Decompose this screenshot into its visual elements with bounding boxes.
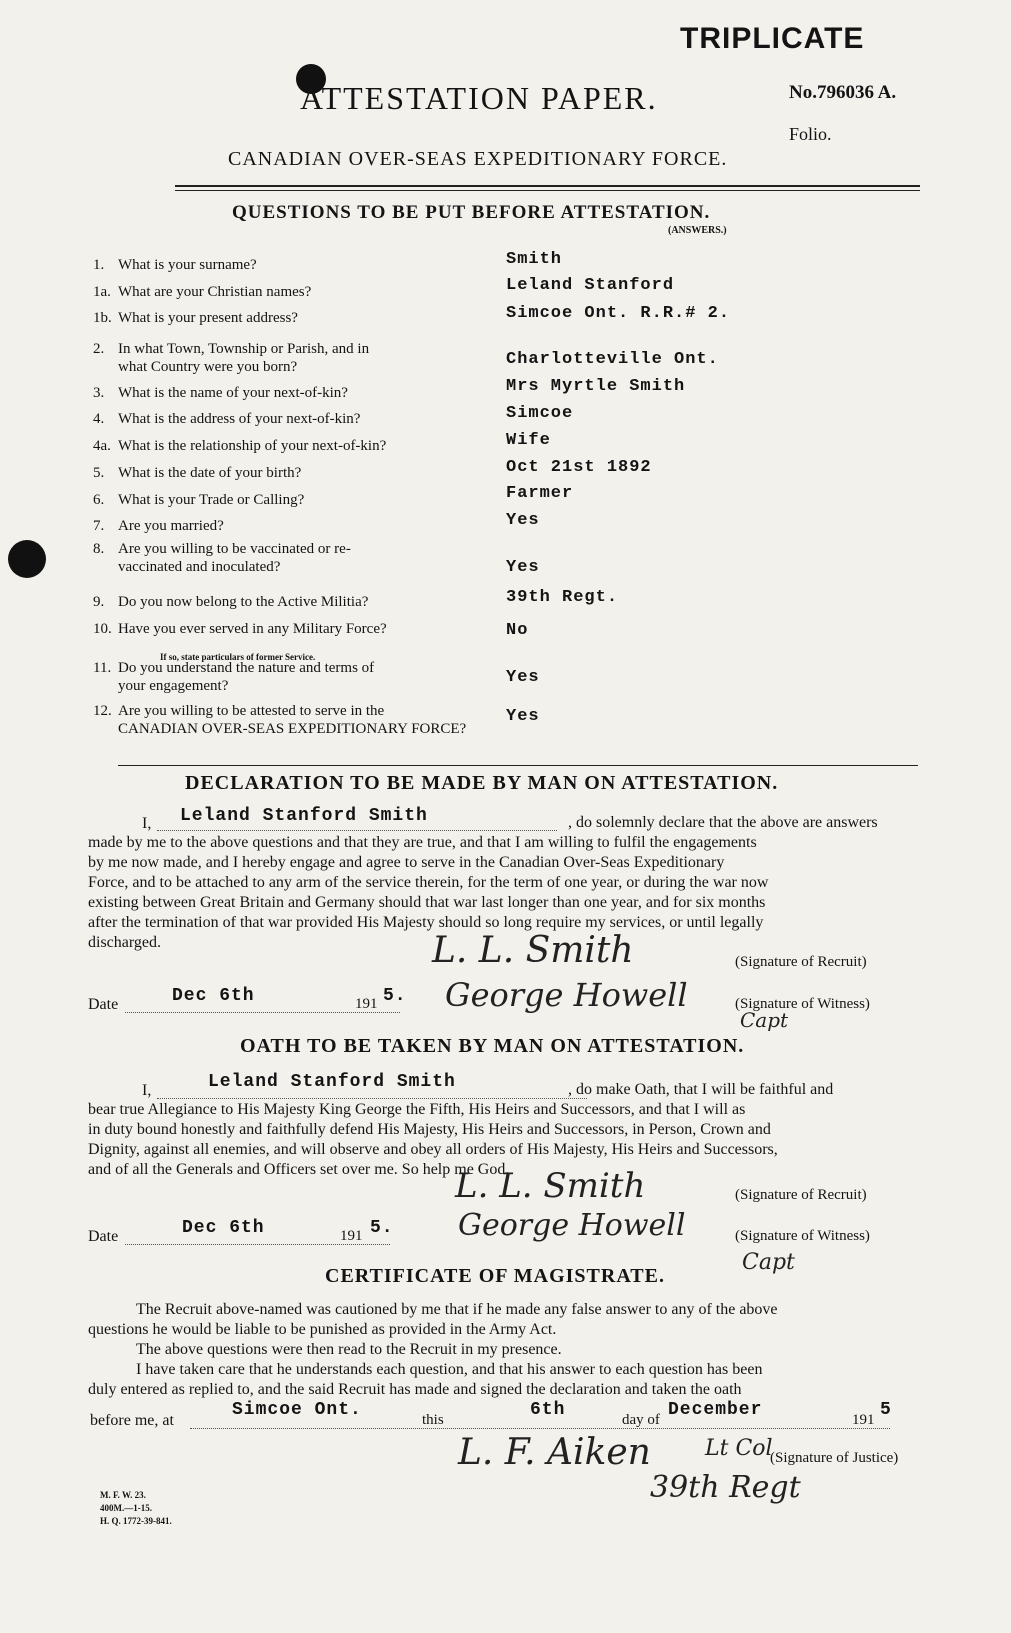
declaration-witness-note: Capt [740,1008,789,1032]
justice-signature: L. F. Aiken [458,1432,651,1473]
question-number: 1a. [93,284,111,300]
text-line: , do make Oath, that I will be faithful and [568,1081,834,1098]
answer-value: Simcoe Ont. R.R.# 2. [506,304,731,323]
declaration-prefix: I, [142,815,152,832]
before-me-label: before me, at [90,1412,174,1429]
justice-note: Lt Col [705,1436,773,1461]
question-number: 11. [93,660,112,676]
declaration-witness-signature: George Howell [445,976,688,1014]
question-text: In what Town, Township or Parish, and in [118,341,370,357]
question-text: Are you willing to be attested to serve in the [118,703,385,719]
question-number: 3. [93,385,105,401]
oath-recruit-label: (Signature of Recruit) [735,1187,867,1203]
declaration-year-prefix: 191 [355,996,378,1012]
question-text: Are you willing to be vaccinated or re- [118,541,351,557]
answer-value: Oct 21st 1892 [506,458,652,477]
justice-label: (Signature of Justice) [770,1450,899,1466]
header-rule-2 [175,190,920,191]
answer-value: Smith [506,250,563,269]
question-number: 7. [93,518,105,534]
declaration-year-digit: 5. [383,986,407,1006]
questions-end-rule [118,765,918,766]
text-line: discharged. [88,934,162,951]
regiment-note: 39th Regt [650,1470,801,1505]
magistrate-year-digit: 5 [880,1400,892,1420]
question-text: What is the address of your next-of-kin? [118,411,361,427]
document-number: No.796036 A. [789,82,897,103]
question-text: Are you married? [118,518,224,534]
declaration-date-value: Dec 6th [172,986,255,1006]
oath-date-line [125,1244,390,1245]
answer-value: Yes [506,668,540,687]
question-number: 4a. [93,438,111,454]
oath-heading: OATH TO BE TAKEN BY MAN ON ATTESTATION. [240,1035,745,1057]
question-number: 1. [93,257,105,273]
oath-text [88,1080,913,1180]
text-line: bear true Allegiance to His Majesty King George the Fifth, His Heirs and Successors, and that I will as [88,1101,746,1118]
answer-value: Mrs Myrtle Smith [506,377,686,396]
magistrate-year-prefix: 191 [852,1412,875,1428]
question-text: Do you understand the nature and terms of [118,660,375,676]
magistrate-day: 6th [530,1400,566,1420]
question-number: 6. [93,492,105,508]
day-of-label: day of [622,1412,660,1428]
oath-date-label: Date [88,1228,119,1245]
question-number: 9. [93,594,105,610]
question-number: 2. [93,341,105,357]
answer-value: Farmer [506,484,574,503]
answer-value: No [506,621,529,640]
oath-year-prefix: 191 [340,1228,363,1244]
answer-value: Yes [506,558,540,577]
text-line: by me now made, and I hereby engage and agree to serve in the Canadian Over-Seas Expeditionary [88,854,725,871]
text-line: The above questions were then read to the Recruit in my presence. [136,1341,562,1358]
question-text: What is your surname? [118,257,257,273]
questions-heading: QUESTIONS TO BE PUT BEFORE ATTESTATION. [232,202,711,223]
question-text: What are your Christian names? [118,284,312,300]
answer-value: 39th Regt. [506,588,619,607]
question-text: Do you now belong to the Active Militia? [118,594,369,610]
declaration-recruit-label: (Signature of Recruit) [735,954,867,970]
question-text: What is your Trade or Calling? [118,492,305,508]
text-line: in duty bound honestly and faithfully defend His Majesty, His Heirs and Successors, in Person, Crown and [88,1121,771,1138]
question-text: What is the date of your birth? [118,465,302,481]
oath-name: Leland Stanford Smith [208,1072,456,1092]
declaration-heading: DECLARATION TO BE MADE BY MAN ON ATTESTATION. [185,772,779,794]
question-text: What is the name of your next-of-kin? [118,385,348,401]
hq-code: H. Q. 1772-39-841. [100,1516,172,1526]
document-title: ATTESTATION PAPER. [300,80,658,116]
question-text: Have you ever served in any Military Force? [118,621,387,637]
folio-label: Folio. [789,124,832,144]
answers-label: (ANSWERS.) [668,225,727,236]
text-line: Force, and to be attached to any arm of the service therein, for the term of one year, or during the war now [88,874,769,891]
footnote-question-10: If so, state particulars of former Service. [160,652,316,662]
oath-witness-signature: George Howell [458,1208,686,1243]
question-text: What is your present address? [118,310,298,326]
question-number: 10. [93,621,112,637]
question-number: 8. [93,541,105,557]
question-text: your engagement? [118,678,229,694]
text-line: made by me to the above questions and that they are true, and that I am willing to fulfil the engagements [88,834,757,851]
answer-value: Charlotteville Ont. [506,350,719,369]
magistrate-text [88,1300,913,1400]
text-line: I have taken care that he understands each question, and that his answer to each question has been [136,1361,763,1378]
text-line: existing between Great Britain and Germany should that war last longer than one year, and for six months [88,894,766,911]
oath-year-digit: 5. [370,1218,394,1238]
magistrate-heading: CERTIFICATE OF MAGISTRATE. [325,1265,665,1287]
answer-value: Yes [506,511,540,530]
form-code: M. F. W. 23. [100,1490,146,1500]
answer-value: Yes [506,707,540,726]
declaration-date-label: Date [88,996,119,1013]
text-line: after the termination of that war provided His Majesty should so long require my services, or until legally [88,914,764,931]
force-title: CANADIAN OVER-SEAS EXPEDITIONARY FORCE. [228,148,728,170]
text-line: and of all the Generals and Officers set over me. So help me God. [88,1161,510,1178]
answer-value: Leland Stanford [506,276,675,295]
question-number: 1b. [93,310,112,326]
text-line: Dignity, against all enemies, and will observe and obey all orders of His Majesty, His Heirs and Successors, [88,1141,778,1158]
oath-prefix: I, [142,1082,152,1099]
header-rule-1 [175,185,920,187]
before-me-line [190,1428,890,1429]
text-line: The Recruit above-named was cautioned by me that if he made any false answer to any of the above [136,1301,778,1318]
question-text: vaccinated and inoculated? [118,559,281,575]
question-number: 4. [93,411,105,427]
question-text: What is the relationship of your next-of-kin? [118,438,387,454]
declaration-recruit-signature: L. L. Smith [432,930,634,971]
oath-witness-label: (Signature of Witness) [735,1228,870,1244]
oath-date-value: Dec 6th [182,1218,265,1238]
magistrate-place: Simcoe Ont. [232,1400,362,1420]
oath-witness-note: Capt [742,1250,795,1275]
declaration-date-line [125,1012,400,1013]
this-label: this [422,1412,444,1428]
punch-hole-left [8,540,46,578]
declaration-name: Leland Stanford Smith [180,806,428,826]
triplicate-stamp: TRIPLICATE [680,22,865,55]
oath-recruit-signature: L. L. Smith [455,1166,646,1206]
declaration-witness-label: (Signature of Witness) [735,996,870,1012]
question-text: what Country were you born? [118,359,298,375]
text-line: questions he would be liable to be punished as provided in the Army Act. [88,1321,557,1338]
magistrate-month: December [668,1400,763,1420]
text-line: duly entered as replied to, and the said Recruit has made and signed the declaration and taken the oath [88,1381,742,1398]
question-number: 12. [93,703,112,719]
answer-value: Wife [506,431,551,450]
print-run: 400M.—1-15. [100,1503,152,1513]
answer-value: Simcoe [506,404,574,423]
question-text: CANADIAN OVER-SEAS EXPEDITIONARY FORCE? [118,721,467,737]
question-number: 5. [93,465,105,481]
text-line: , do solemnly declare that the above are answers [568,814,878,831]
